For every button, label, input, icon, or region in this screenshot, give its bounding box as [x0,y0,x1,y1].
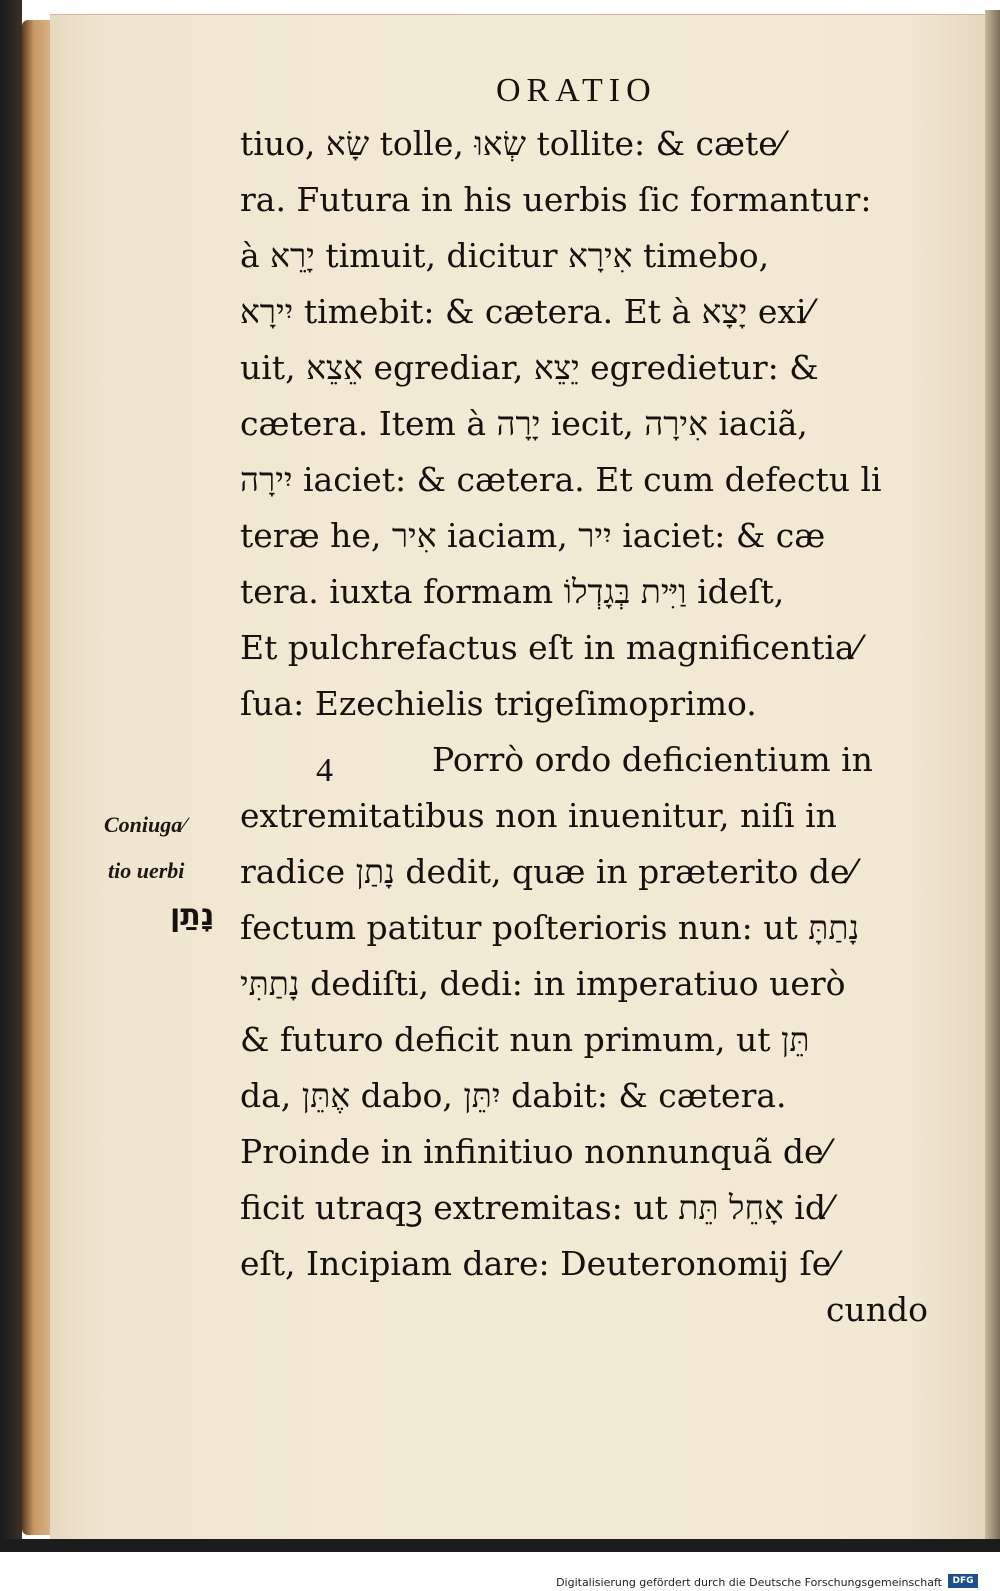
text-line: & futuro deficit nun primum, ut תֵּן [240,1020,810,1059]
page-edge [985,10,1000,1555]
text-line: Et pulchrefactus eſt in magnificentia⁄ [240,628,861,667]
book-spine [22,20,52,1535]
text-line: יִירָא timebit: & cætera. Et à יָצָא exi⁄ [240,292,813,331]
text-line: Porrò ordo deficientium in [432,740,873,779]
text-line: נָתַתִּי dediſti, dedi: in imperatiuo uerò [240,964,846,1003]
running-header: ORATIO [496,72,657,109]
marginal-note: tio uerbi [108,858,185,883]
dfg-logo: DFG [948,1574,978,1588]
text-line: teræ he, אִיר iaciam, יִיר iaciet: & cæ [240,516,826,555]
text-line: יִירָה iaciet: & cætera. Et cum defectu li [240,460,882,499]
text-line: eſt, Incipiam dare: Deuteronomij ſe⁄ [240,1244,837,1283]
text-line: tera. iuxta formam וַיִּית בְּגָדְלוֹ ideſt, [240,572,785,611]
text-line: ſua: Ezechielis trigeſimoprimo. [240,684,757,723]
text-line: uit, אֵצֵא egrediar, יֵצֵא egredietur: & [240,348,819,387]
text-line: ra. Futura in his uerbis ſic formantur: [240,180,872,219]
text-line: da, אֶתֵּן dabo, יִתֵּן dabit: & cætera. [240,1076,787,1115]
text-line: ficit utraqꝫ extremitas: ut אָחֵל תֵּת id⁄ [240,1188,832,1227]
text-line: fectum patitur poſterioris nun: ut נָתַתָּ [240,908,860,947]
text-line: Proinde in infinitiuo nonnunquã de⁄ [240,1132,829,1171]
bottom-border [0,1539,1000,1552]
text-line: à יָרֵא timuit, dicitur אִירָא timebo, [240,236,770,275]
text-line: extremitatibus non inuenitur, niſi in [240,796,837,835]
text-line: radice נָתַן dedit, quæ in præterito de⁄ [240,852,855,891]
text-line: cætera. Item à יָרָה iecit, אִירָה iaciã, [240,404,808,443]
text-line: tiuo, שָׂא tolle, שְׂאוּ tollite: & cæte⁄ [240,124,784,163]
marginal-hebrew: נָתַן [170,898,215,933]
catchword: cundo [826,1290,928,1329]
funding-credit: Digitalisierung gefördert durch die Deutsche Forschungsgemeinschaft [556,1576,942,1589]
book-binding [0,0,22,1552]
marginal-note: Coniuga⁄ [104,812,186,837]
paragraph-number: 4 [316,752,333,789]
